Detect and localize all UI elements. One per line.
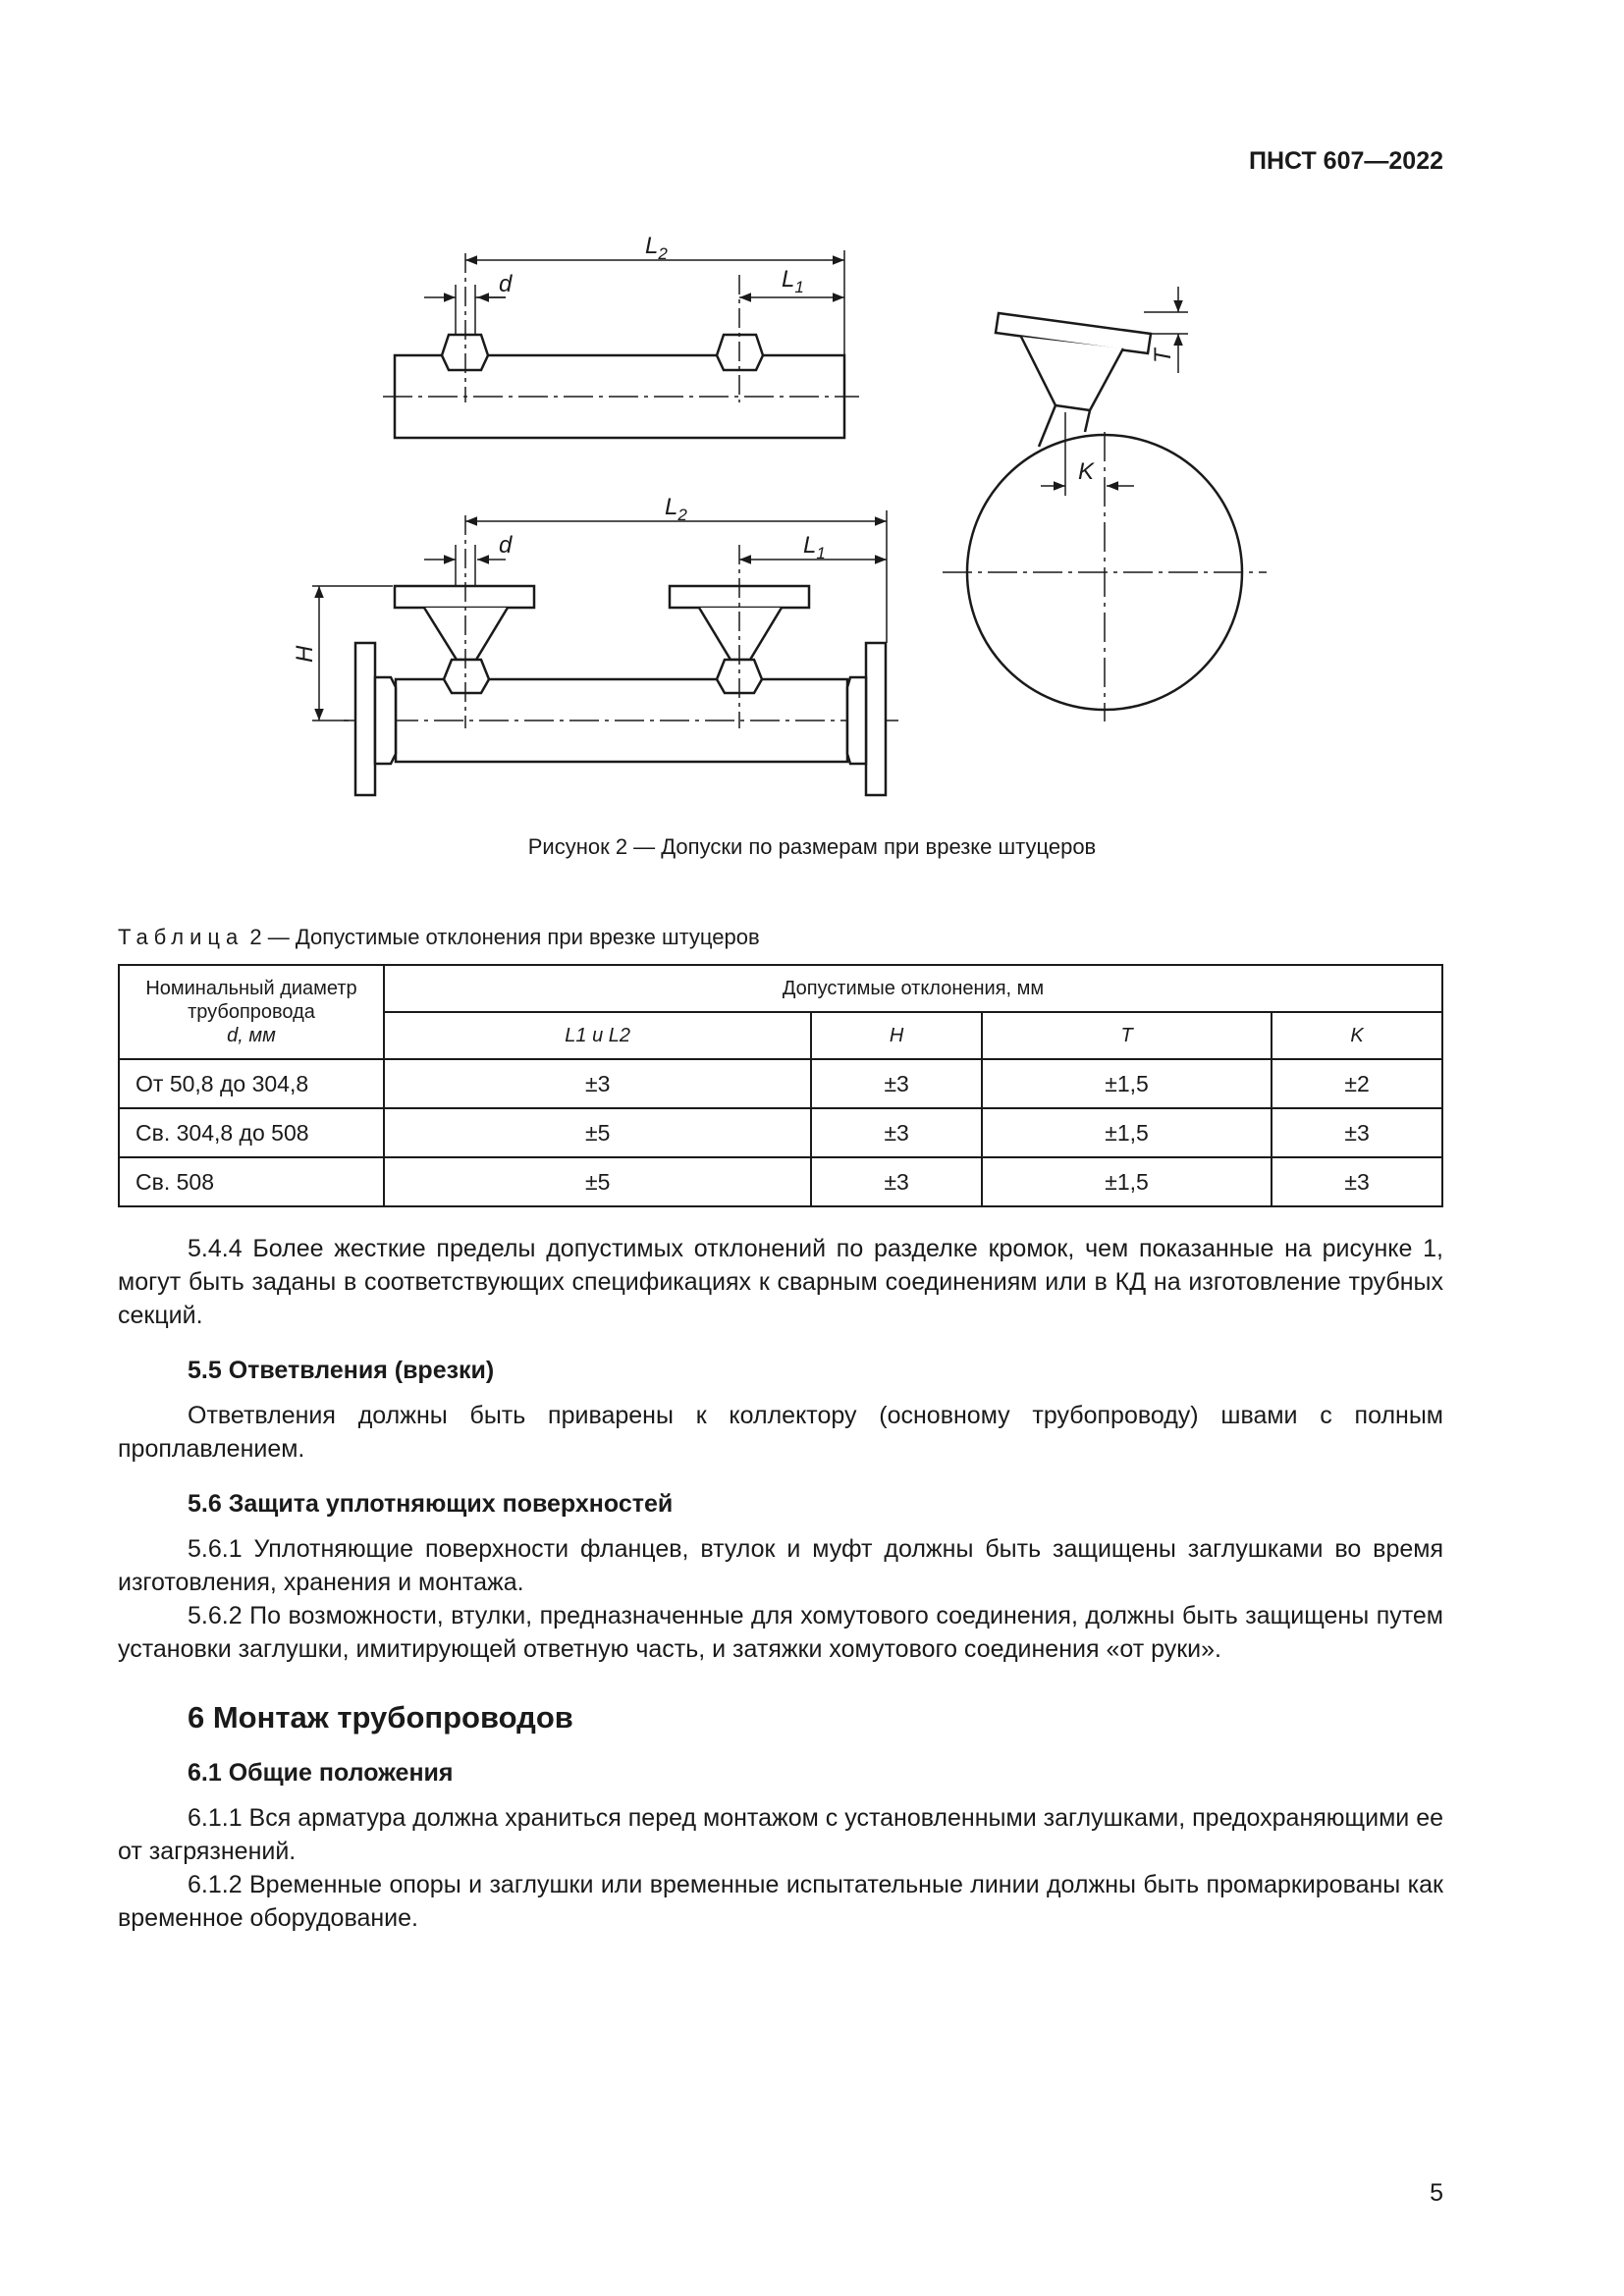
label-H: H [292,645,318,663]
tolerance-table [118,964,1443,1207]
paragraph-5-5: Ответвления должны быть приварены к коллектору (основному трубопроводу) швами с полным проплавлением. [118,1402,1443,1463]
header-diameter-unit: d, мм [227,1025,276,1046]
paragraph-6-1-1: 6.1.1 Вся арматура должна храниться перед монтажом с установленными заглушками, предохраняющими ее от загрязнений. [118,1804,1443,1865]
label-L1-front: $L_1$ [803,532,826,562]
cell-h: ±3 [811,1157,982,1206]
cell-l: ±5 [384,1108,811,1157]
label-T: T [1150,348,1176,363]
label-d-front: d [499,532,513,559]
heading-6: 6 Монтаж трубопроводов [188,1700,573,1735]
cell-diameter: Св. 304,8 до 508 [119,1108,384,1157]
paragraph-5-6-2: 5.6.2 По возможности, втулки, предназначенные для хомутового соединения, должны быть защищены путем установки заглушки, имитирующей ответную часть, и затяжки хомутового соединения «от руки». [118,1602,1443,1663]
cell-k: ±3 [1272,1108,1442,1157]
cell-h: ±3 [811,1059,982,1108]
subheader-t: T [982,1012,1272,1059]
pipe-tolerance-figure [0,0,1624,883]
cell-t: ±1,5 [982,1059,1272,1108]
subheader-l: L1 и L2 [384,1012,811,1059]
left-end-flange [355,643,375,795]
table-row [119,1157,1442,1206]
label-L1-top: $L_1$ [782,266,804,296]
figure-caption: Рисунок 2 — Допуски по размерам при врезке штуцеров [527,834,1097,859]
label-L2-front: $L_2$ [665,494,687,524]
heading-5-6: 5.6 Защита уплотняющих поверхностей [188,1490,674,1518]
cell-k: ±2 [1272,1059,1442,1108]
header-diameter: Номинальный диаметр трубопровода d, мм [119,965,384,1059]
cell-l: ±3 [384,1059,811,1108]
cell-k: ±3 [1272,1157,1442,1206]
cell-diameter: Св. 508 [119,1157,384,1206]
page-number: 5 [1430,2179,1443,2207]
paragraph-5-6-1: 5.6.1 Уплотняющие поверхности фланцев, втулок и муфт должны быть защищены заглушками во время изготовления, хранения и монтажа. [118,1535,1443,1596]
cell-t: ±1,5 [982,1108,1272,1157]
header-group: Допустимые отклонения, мм [384,965,1442,1012]
table-caption-rest: 2 — Допустимые отклонения при врезке штуцеров [249,925,760,949]
paragraph-5-4-4: 5.4.4 Более жесткие пределы допустимых отклонений по разделке кромок, чем показанные на рисунке 1, могут быть заданы в соответствующих спецификациях к сварным соединениям или в КД на изготовление трубных секций. [118,1235,1443,1329]
cell-h: ±3 [811,1108,982,1157]
subheader-k: K [1272,1012,1442,1059]
label-d-top: d [499,271,513,297]
cell-diameter: От 50,8 до 304,8 [119,1059,384,1108]
document-number: ПНСТ 607—2022 [1249,147,1443,175]
heading-6-1: 6.1 Общие положения [188,1759,454,1787]
body-text [118,1232,1443,1935]
front-nozzle-flange-left [395,586,534,608]
paragraph-6-1-2: 6.1.2 Временные опоры и заглушки или временные испытательные линии должны быть промаркированы как временное оборудование. [118,1871,1443,1932]
cell-t: ±1,5 [982,1157,1272,1206]
label-K: K [1078,458,1095,485]
heading-5-5: 5.5 Ответвления (врезки) [188,1357,495,1384]
right-end-flange [866,643,886,795]
cell-l: ±5 [384,1157,811,1206]
subheader-h: H [811,1012,982,1059]
table-caption-word: Таблица [118,925,244,949]
label-L2-top: $L_2$ [645,233,668,263]
table-row [119,1108,1442,1157]
table-caption [118,925,760,950]
table-row [119,1059,1442,1108]
